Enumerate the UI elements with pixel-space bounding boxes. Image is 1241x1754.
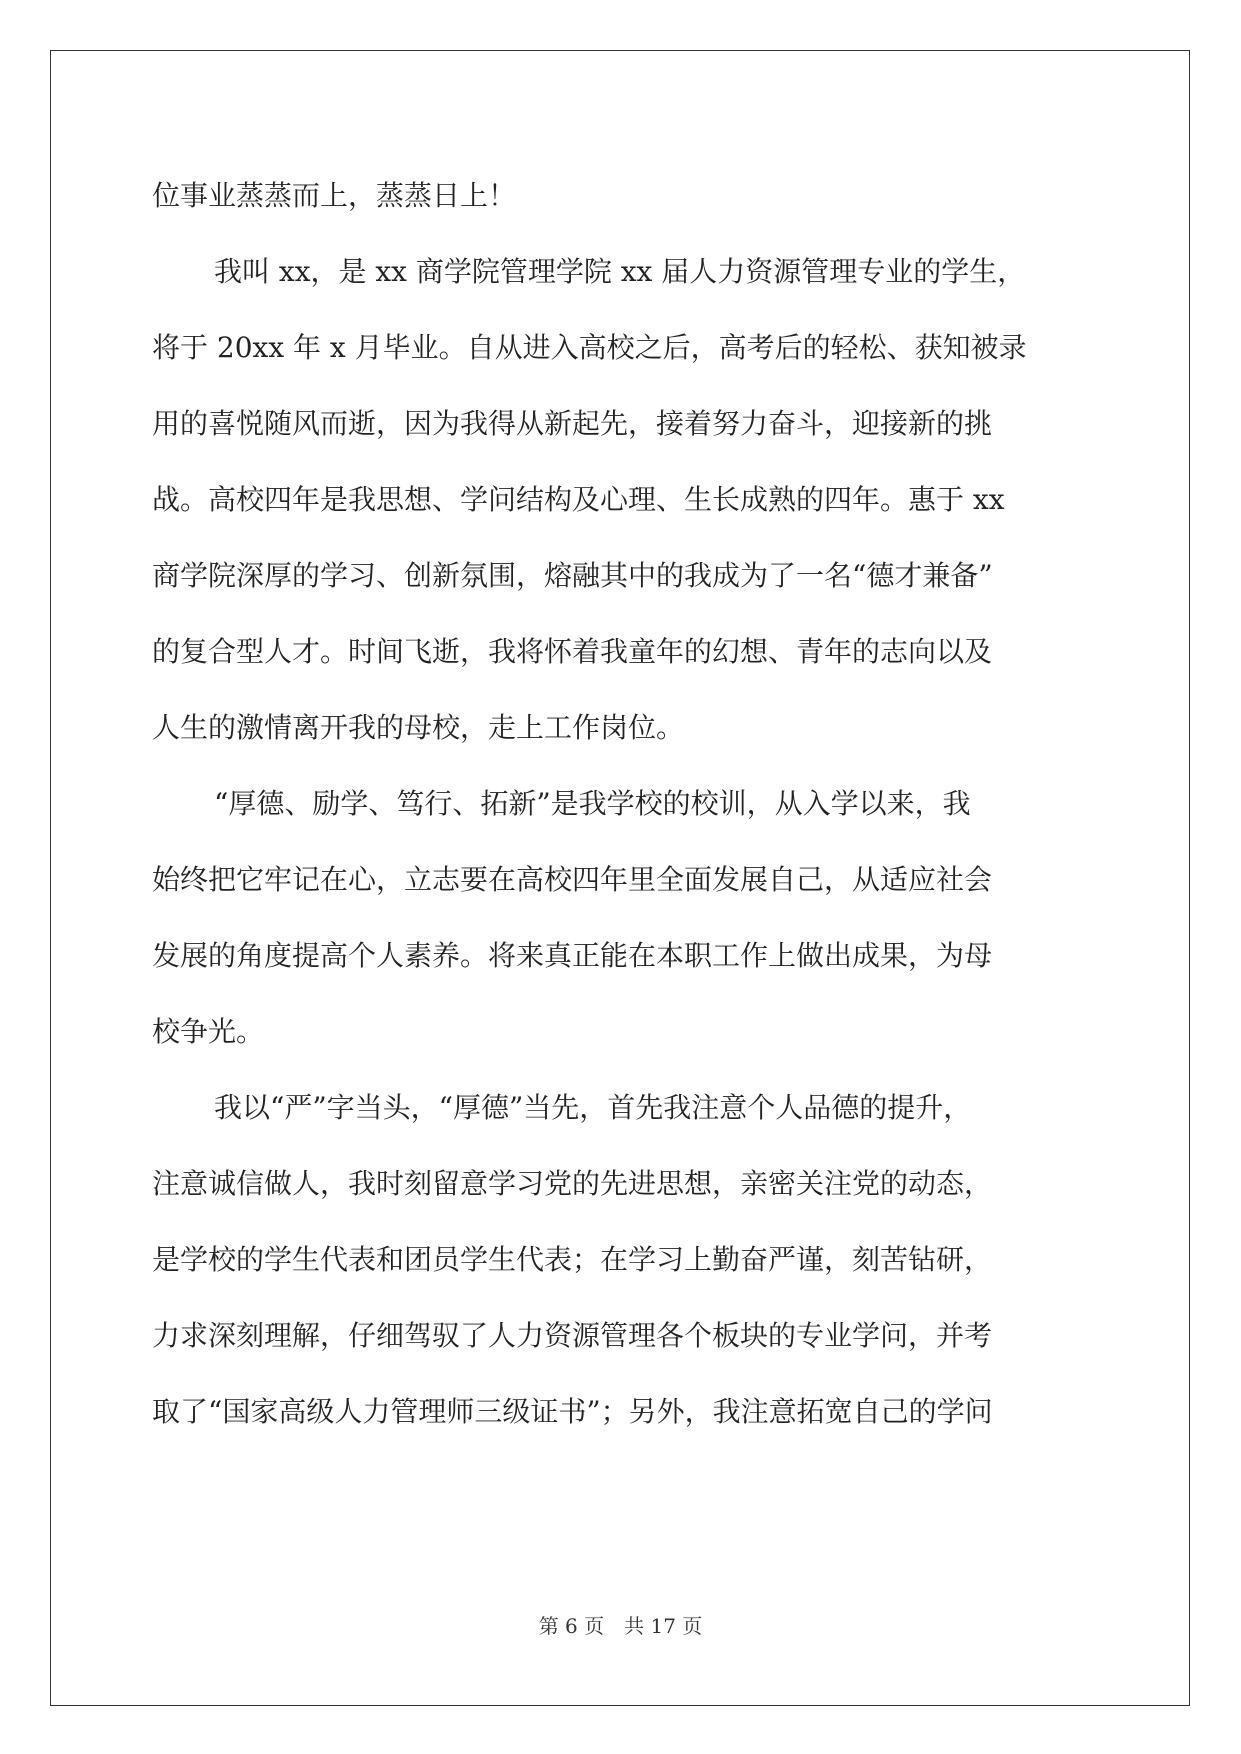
text-line: 我叫 xx，是 xx 商学院管理学院 xx 届人力资源管理专业的学生， xyxy=(214,255,1026,288)
text-line: 将于 20xx 年 x 月毕业。自从进入高校之后，高考后的轻松、获知被录 xyxy=(152,331,1027,364)
text-line: 我以“严”字当头，“厚德”当先，首先我注意个人品德的提升， xyxy=(214,1091,972,1124)
text-line: 取了“国家高级人力管理师三级证书”；另外，我注意拓宽自己的学问 xyxy=(152,1395,993,1428)
text-line: 人生的激情离开我的母校，走上工作岗位。 xyxy=(152,711,685,744)
text-line: 是学校的学生代表和团员学生代表；在学习上勤奋严谨，刻苦钻研， xyxy=(152,1243,993,1276)
page-number-footer: 第 6 页 共 17 页 xyxy=(538,1614,703,1638)
text-line: 力求深刻理解，仔细驾驭了人力资源管理各个板块的专业学问，并考 xyxy=(152,1319,993,1352)
text-line: 始终把它牢记在心，立志要在高校四年里全面发展自己，从适应社会 xyxy=(152,863,993,896)
text-line: 战。高校四年是我思想、学问结构及心理、生长成熟的四年。惠于 xx xyxy=(152,483,1005,516)
text-line: 商学院深厚的学习、创新氛围，熔融其中的我成为了一名“德才兼备” xyxy=(152,559,993,592)
document-body xyxy=(152,158,1092,1450)
text-line: “厚德、励学、笃行、拓新”是我学校的校训，从入学以来，我 xyxy=(214,787,971,820)
text-line: 的复合型人才。时间飞逝，我将怀着我童年的幻想、青年的志向以及 xyxy=(152,635,993,668)
text-line: 注意诚信做人，我时刻留意学习党的先进思想，亲密关注党的动态， xyxy=(152,1167,993,1200)
text-line: 发展的角度提高个人素养。将来真正能在本职工作上做出成果，为母 xyxy=(152,939,993,972)
text-line: 用的喜悦随风而逝，因为我得从新起先，接着努力奋斗，迎接新的挑 xyxy=(152,407,993,440)
text-line: 位事业蒸蒸而上，蒸蒸日上！ xyxy=(152,179,517,212)
text-line: 校争光。 xyxy=(152,1015,265,1048)
